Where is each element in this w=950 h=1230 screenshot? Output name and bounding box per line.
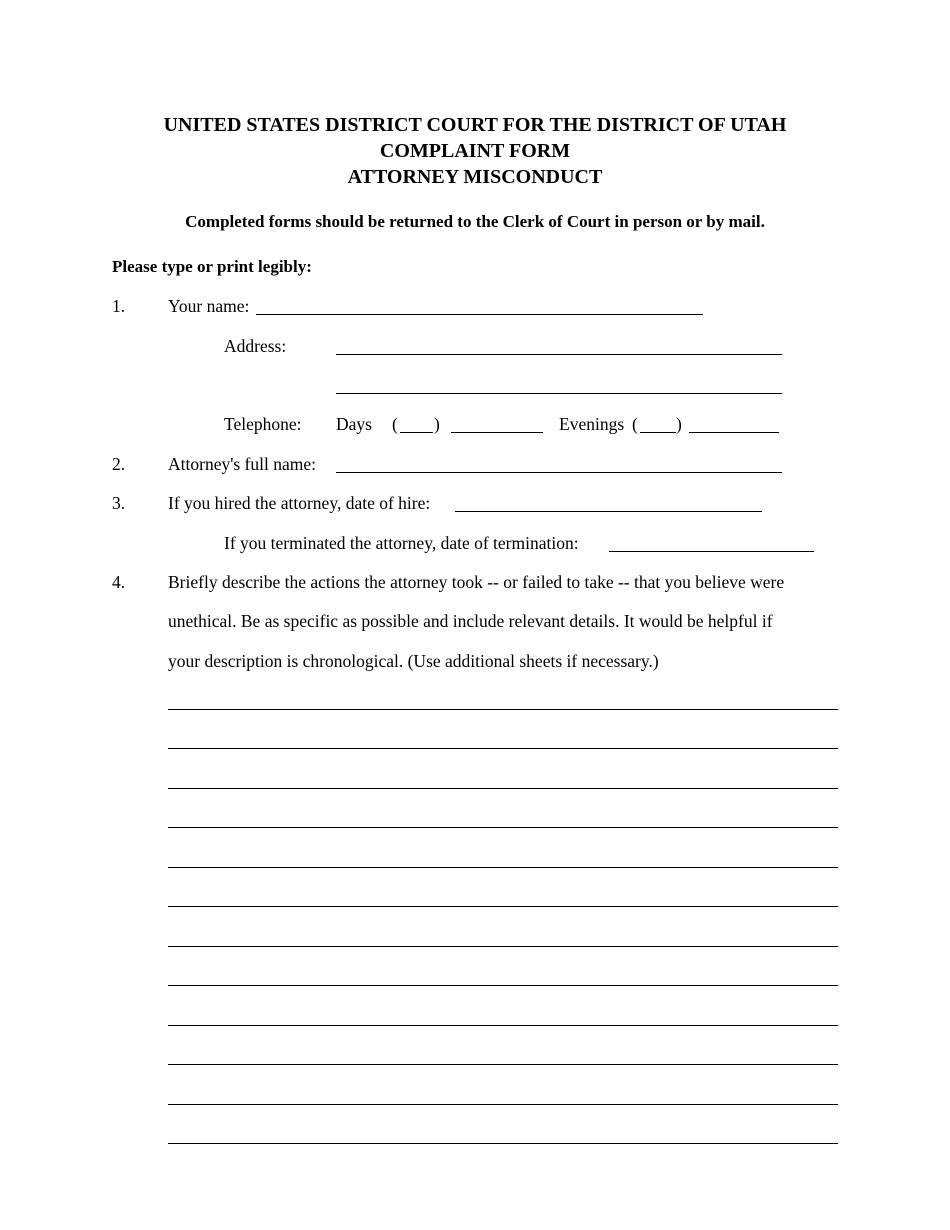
days-open-paren: ( [392, 414, 398, 434]
description-prompt-line3: your description is chronological. (Use additional sheets if necessary.) [168, 651, 659, 671]
evenings-label: Evenings [559, 414, 625, 434]
form-title: COMPLAINT FORM [379, 140, 571, 162]
item-number-4: 4. [112, 572, 126, 592]
description-line[interactable] [168, 867, 838, 868]
description-line[interactable] [168, 827, 838, 828]
description-line[interactable] [168, 788, 838, 789]
attorney-name-label: Attorney's full name: [168, 454, 316, 474]
days-phone-field[interactable] [451, 432, 543, 433]
evenings-area-code-field[interactable] [640, 432, 676, 433]
description-line[interactable] [168, 1104, 838, 1105]
description-line[interactable] [168, 709, 838, 710]
description-line[interactable] [168, 946, 838, 947]
address-label: Address: [224, 336, 287, 356]
description-line[interactable] [168, 906, 838, 907]
evenings-open-paren: ( [632, 414, 638, 434]
description-line[interactable] [168, 748, 838, 749]
address-field-line2[interactable] [336, 393, 782, 394]
description-prompt-line1: Briefly describe the actions the attorney took -- or failed to take -- that you believe were [168, 572, 785, 592]
termination-date-label: If you terminated the attorney, date of termination: [224, 533, 579, 553]
days-close-paren: ) [434, 414, 440, 434]
item-number-1: 1. [112, 296, 126, 316]
description-line[interactable] [168, 1143, 838, 1144]
termination-date-field[interactable] [609, 551, 814, 552]
item-number-3: 3. [112, 493, 126, 513]
address-field-line1[interactable] [336, 354, 782, 355]
return-instructions: Completed forms should be returned to the Clerk of Court in person or by mail. [185, 212, 765, 231]
your-name-label: Your name: [168, 296, 250, 316]
your-name-field[interactable] [256, 314, 703, 315]
print-note: Please type or print legibly: [112, 257, 312, 276]
attorney-name-field[interactable] [336, 472, 782, 473]
hire-date-label: If you hired the attorney, date of hire: [168, 493, 431, 513]
telephone-label: Telephone: [224, 414, 302, 434]
form-subtitle: ATTORNEY MISCONDUCT [347, 166, 603, 188]
description-line[interactable] [168, 985, 838, 986]
hire-date-field[interactable] [455, 511, 762, 512]
days-area-code-field[interactable] [400, 432, 433, 433]
description-prompt-line2: unethical. Be as specific as possible and include relevant details. It would be helpful if [168, 611, 773, 631]
description-line[interactable] [168, 1064, 838, 1065]
description-line[interactable] [168, 1025, 838, 1026]
evenings-phone-field[interactable] [689, 432, 779, 433]
evenings-close-paren: ) [676, 414, 682, 434]
court-title: UNITED STATES DISTRICT COURT FOR THE DISTRICT OF UTAH [163, 114, 787, 136]
days-label: Days [336, 414, 372, 434]
item-number-2: 2. [112, 454, 126, 474]
